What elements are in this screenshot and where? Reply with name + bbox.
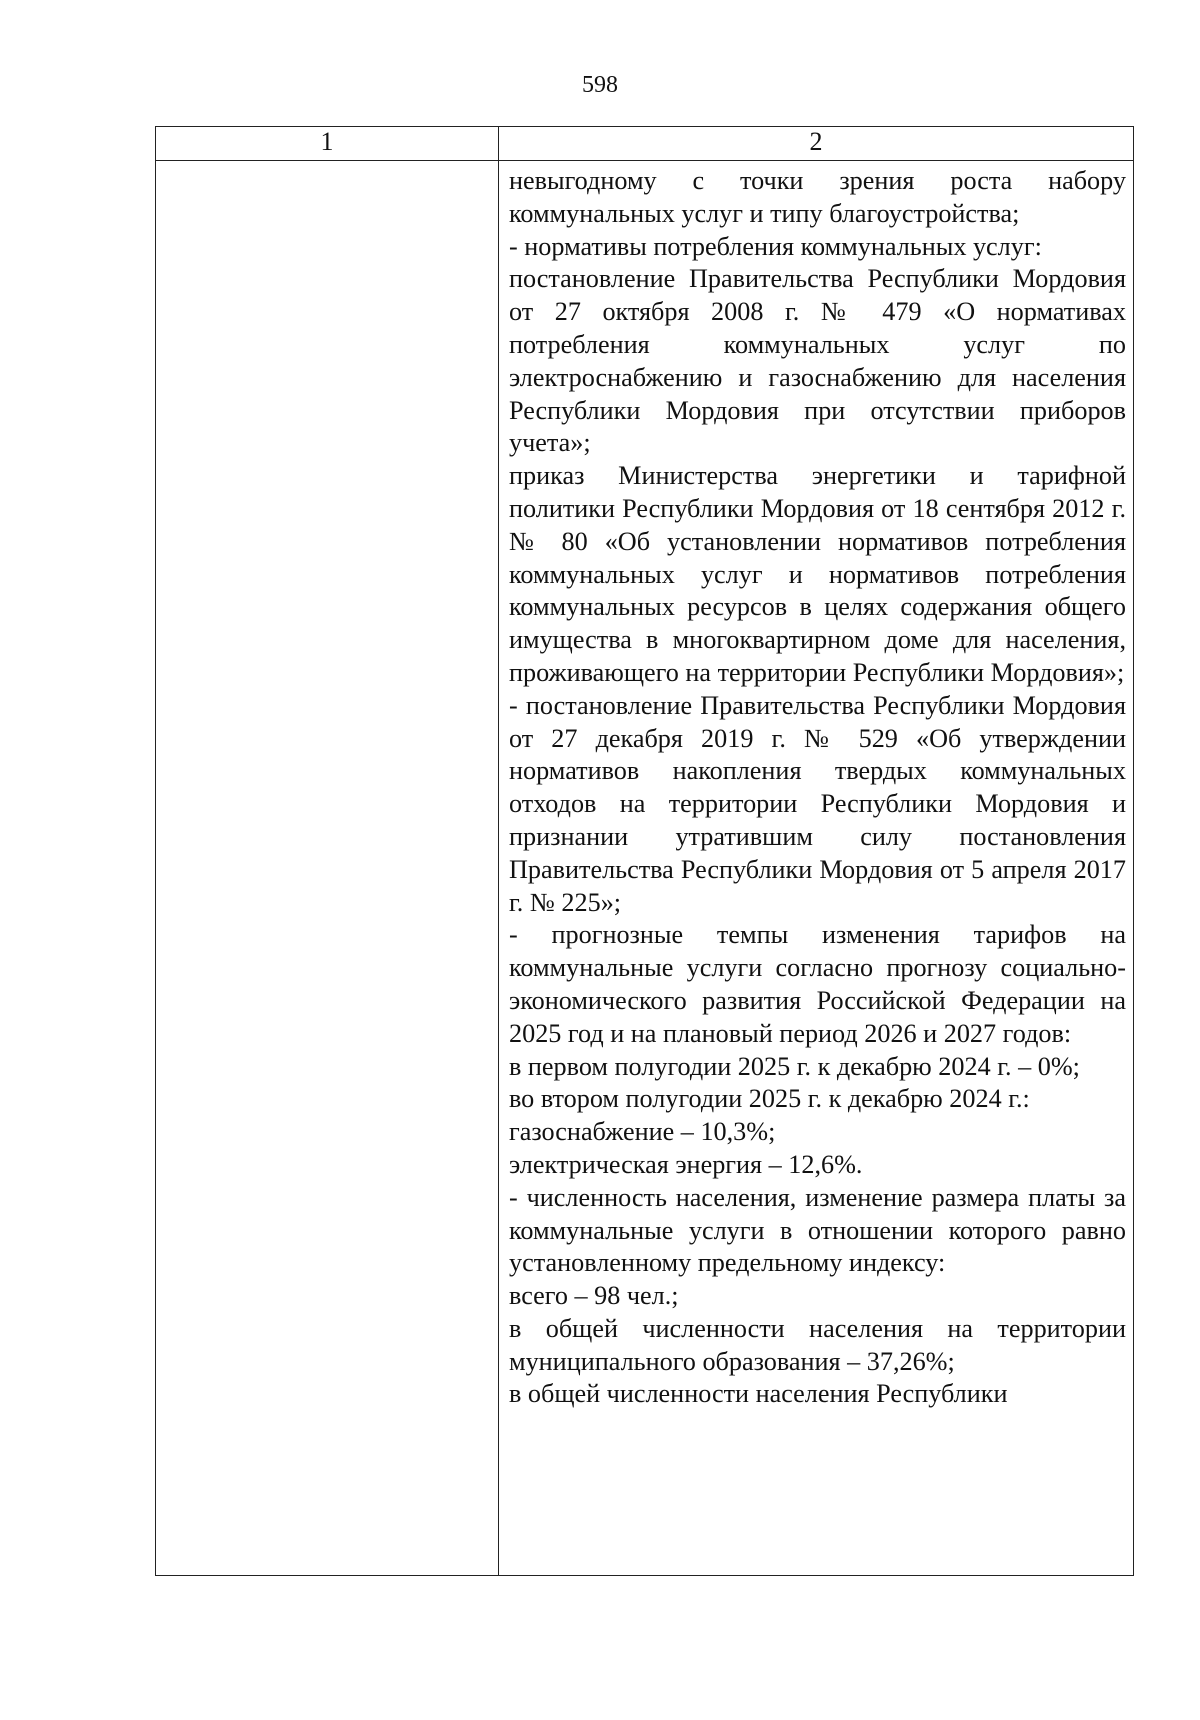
table-header-row: [156, 127, 1134, 161]
paragraph: электрическая энергия – 12,6%.: [509, 1149, 863, 1179]
paragraph: - прогнозные темпы изменения тарифов на коммунальные услуги согласно прогнозу социально-экономического развития Российской Федерации на 2025 год и на плановый период 2026 и 2027 годов:: [509, 920, 1126, 1048]
paragraph: в первом полугодии 2025 г. к декабрю 2024 г. – 0%;: [509, 1051, 1080, 1081]
paragraph: в общей численности населения Республики: [509, 1379, 1008, 1409]
paragraph: в общей численности населения на территории муниципального образования – 37,26%;: [509, 1313, 1126, 1376]
paragraph: - постановление Правительства Республики Мордовия от 27 декабря 2019 г. № 529 «Об утверждении нормативов накопления твердых коммунальных отходов на территории Республики Мордовия и признании утратившим силу постановления Правительства Республики Мордовия от 5 апреля 2017 г. № 225»;: [509, 690, 1126, 917]
column-header-2: 2: [499, 127, 1134, 161]
left-cell: [156, 161, 499, 1576]
page-number: 598: [582, 72, 618, 98]
paragraph: газоснабжение – 10,3%;: [509, 1117, 776, 1147]
paragraph: всего – 98 чел.;: [509, 1281, 679, 1311]
paragraph: - численность населения, изменение размера платы за коммунальные услуги в отношении которого равно установленному предельному индексу:: [509, 1182, 1126, 1278]
paragraph: во втором полугодии 2025 г. к декабрю 2024 г.:: [509, 1084, 1030, 1114]
column-header-1: 1: [156, 127, 499, 161]
document-table: [155, 126, 1134, 1576]
paragraph: приказ Министерства энергетики и тарифной политики Республики Мордовия от 18 сентября 2012 г. № 80 «Об установлении нормативов потребления коммунальных услуг и нормативов потребления коммунальных ресурсов в целях содержания общего имущества в многоквартирном доме для населения, проживающего на территории Республики Мордовия»;: [509, 461, 1126, 687]
table-body-row: [156, 161, 1134, 1576]
paragraph: - нормативы потребления коммунальных услуг:: [509, 231, 1042, 261]
right-cell-text: [499, 161, 1134, 1576]
paragraph: постановление Правительства Республики Мордовия от 27 октября 2008 г. № 479 «О нормативах потребления коммунальных услуг по электроснабжению и газоснабжению для населения Республики Мордовия при отсутствии приборов учета»;: [509, 264, 1126, 458]
paragraph: невыгодному с точки зрения роста набору коммунальных услуг и типу благоустройства;: [509, 166, 1126, 228]
